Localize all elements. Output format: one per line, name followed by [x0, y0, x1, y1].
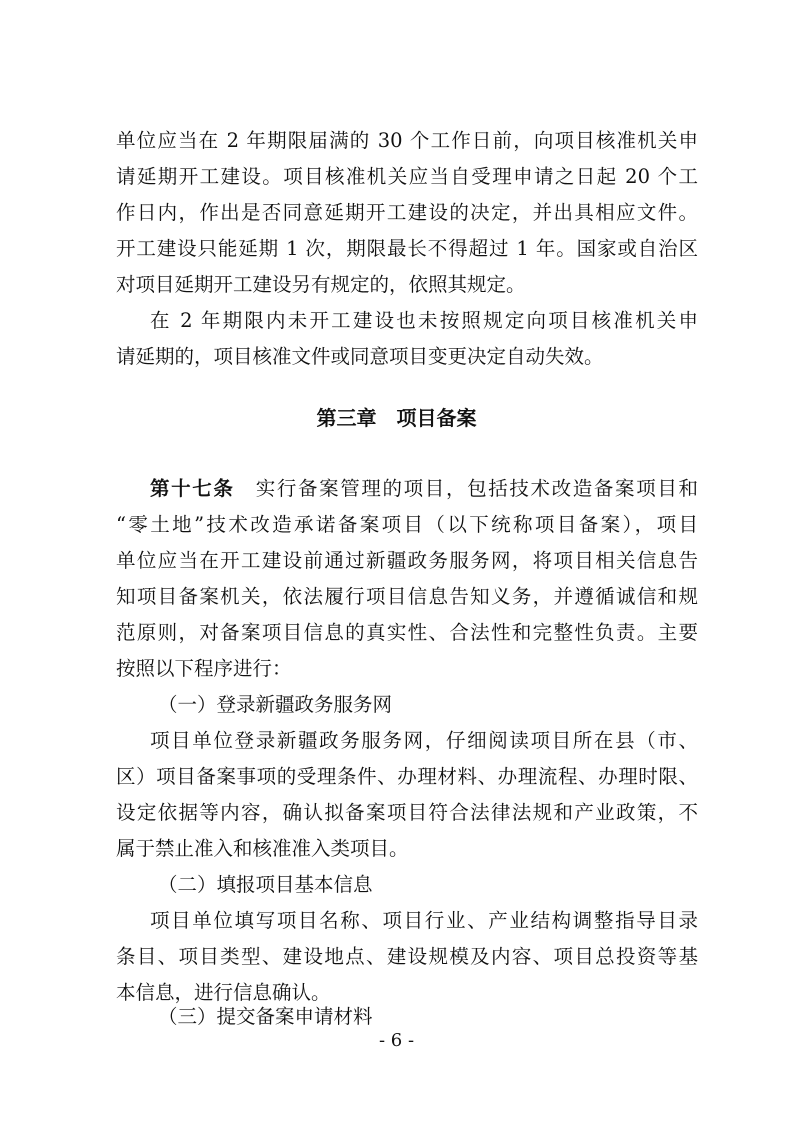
chapter-heading: 第三章 项目备案 — [316, 406, 477, 430]
paragraph-line: 按照以下程序进行： — [116, 657, 292, 680]
page-number: - 6 - — [378, 1030, 415, 1051]
article-label: 第十七条 — [150, 477, 235, 500]
paragraph-line: 对项目延期开工建设另有规定的，依照其规定。 — [116, 273, 526, 296]
paragraph-line: 开工建设只能延期 1 次，期限最长不得超过 1 年。国家或自治区 — [116, 237, 698, 260]
paragraph-line: 请延期开工建设。项目核准机关应当自受理申请之日起 20 个工 — [116, 165, 698, 188]
paragraph-line: “零土地”技术改造承诺备案项目（以下统称项目备案），项目 — [116, 513, 698, 536]
article-first-text: 实行备案管理的项目，包括技术改造备案项目和 — [234, 477, 698, 500]
paragraph-line: 属于禁止准入和核准准入类项目。 — [116, 837, 409, 860]
step-heading: （三）提交备案申请材料 — [158, 1005, 373, 1028]
paragraph-line: 单位应当在开工建设前通过新疆政务服务网，将项目相关信息告 — [116, 549, 698, 572]
paragraph-line: 设定依据等内容，确认拟备案项目符合法律法规和产业政策，不 — [116, 801, 698, 824]
paragraph-line: 项目单位登录新疆政务服务网，仔细阅读项目所在县（市、 — [150, 729, 698, 752]
paragraph-line: 单位应当在 2 年期限届满的 30 个工作日前，向项目核准机关申 — [116, 129, 698, 152]
paragraph-line: 在 2 年期限内未开工建设也未按照规定向项目核准机关申 — [150, 309, 698, 332]
paragraph-line: 知项目备案机关，依法履行项目信息告知义务，并遵循诚信和规 — [116, 585, 698, 608]
article-first-line — [150, 472, 698, 506]
paragraph-line: 作日内，作出是否同意延期开工建设的决定，并出具相应文件。 — [116, 201, 698, 224]
paragraph-line: 区）项目备案事项的受理条件、办理材料、办理流程、办理时限、 — [116, 765, 698, 788]
paragraph-line: 范原则，对备案项目信息的真实性、合法性和完整性负责。主要 — [116, 621, 698, 644]
paragraph-line: 条目、项目类型、建设地点、建设规模及内容、项目总投资等基 — [116, 945, 698, 968]
step-heading: （二）填报项目基本信息 — [158, 873, 373, 896]
paragraph-line: 请延期的，项目核准文件或同意项目变更决定自动失效。 — [116, 345, 604, 368]
step-heading: （一）登录新疆政务服务网 — [158, 693, 393, 716]
paragraph-line: 项目单位填写项目名称、项目行业、产业结构调整指导目录 — [150, 909, 698, 932]
paragraph-line: 本信息，进行信息确认。 — [116, 981, 331, 1004]
